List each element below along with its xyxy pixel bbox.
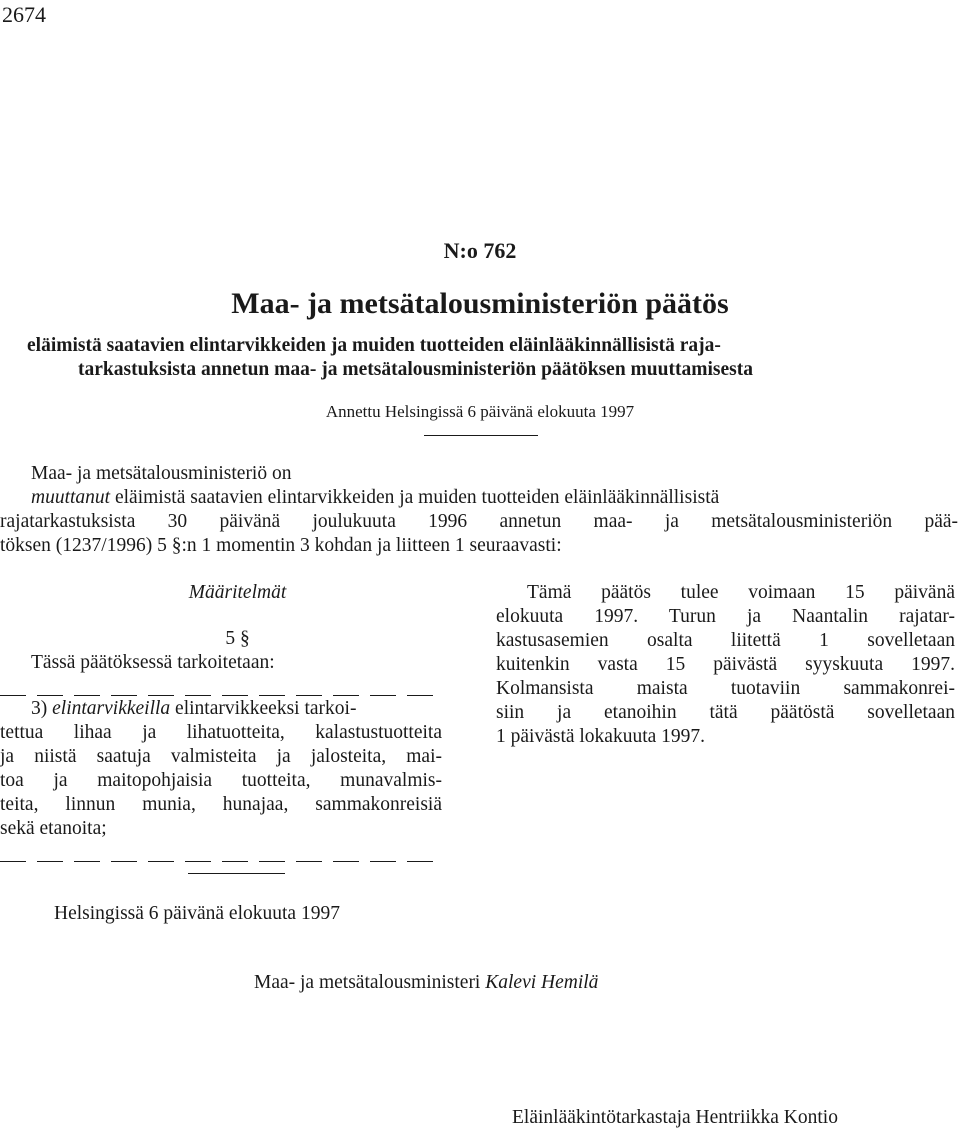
right-line-2: elokuuta 1997. Turun ja Naantalin rajatar- [496,606,955,627]
item-line-2: tettua lihaa ja lihatuotteita, kalastustuotteita [0,722,442,743]
document-number: N:o 762 [443,238,517,263]
item-line-6: sekä etanoita; [0,818,107,839]
section-heading: Määritelmät [188,582,287,603]
section-number: 5 § [225,628,250,649]
column-end-divider [188,873,285,874]
item-line-4: toa ja maitopohjaisia tuotteita, munavalmis- [0,770,442,791]
section-intro: Tässä päätöksessä tarkoitetaan: [31,652,275,673]
item-term: elintarvikkeilla [52,698,171,719]
right-line-6: siin ja etanoihin tätä päätöstä sovelletaan [496,702,955,723]
item-line-1 [31,697,473,721]
minister-signature [254,971,598,995]
subtitle-line-1: eläimistä saatavien elintarvikkeiden ja muiden tuotteiden eläinlääkinnällisistä raja- [27,335,721,356]
omission-dashes-bottom [0,850,444,872]
title-divider [424,435,538,436]
intro-line-3: rajatarkastuksista 30 päivänä joulukuuta 1996 annetun maa- ja metsätalousministeriön pää- [0,511,958,532]
intro-line-4: töksen (1237/1996) 5 §:n 1 momentin 3 kohdan ja liitteen 1 seuraavasti: [0,535,562,556]
minister-name: Kalevi Hemilä [485,972,599,993]
right-line-5: Kolmansista maista tuotaviin sammakonrei- [496,678,955,699]
intro-line-2-text: eläimistä saatavien elintarvikkeiden ja muiden tuotteiden eläinlääkinnällisistä [110,487,720,508]
right-line-7: 1 päivästä lokakuuta 1997. [496,726,706,747]
right-line-4: kuitenkin vasta 15 päivästä syyskuuta 1997. [496,654,955,675]
minister-title: Maa- ja metsätalousministeri [254,972,486,993]
item-line-1-text: elintarvikkeeksi tarkoi- [170,698,357,719]
right-line-1: Tämä päätös tulee voimaan 15 päivänä [527,582,955,603]
item-line-5: teita, linnun munia, hunajaa, sammakonreisiä [0,794,442,815]
item-line-3: ja niistä saatuja valmisteita ja jalosteita, mai- [0,746,442,767]
item-number: 3) [31,698,53,719]
intro-line-2 [31,486,959,510]
intro-line-1: Maa- ja metsätalousministeriö on [31,463,292,484]
right-line-3: kastusasemien osalta liitettä 1 sovelletaan [496,630,955,651]
document-title: Maa- ja metsätalousministeriön päätös [231,287,729,320]
intro-amended-term: muuttanut [31,487,111,508]
page-number: 2674 [2,2,46,27]
issued-date: Annettu Helsingissä 6 päivänä elokuuta 1997 [325,402,635,421]
subtitle-line-2: tarkastuksista annetun maa- ja metsätalousministeriön päätöksen muuttamisesta [78,359,753,380]
place-date: Helsingissä 6 päivänä elokuuta 1997 [54,903,340,924]
signer: Eläinlääkintötarkastaja Hentriikka Kontio [512,1107,838,1128]
